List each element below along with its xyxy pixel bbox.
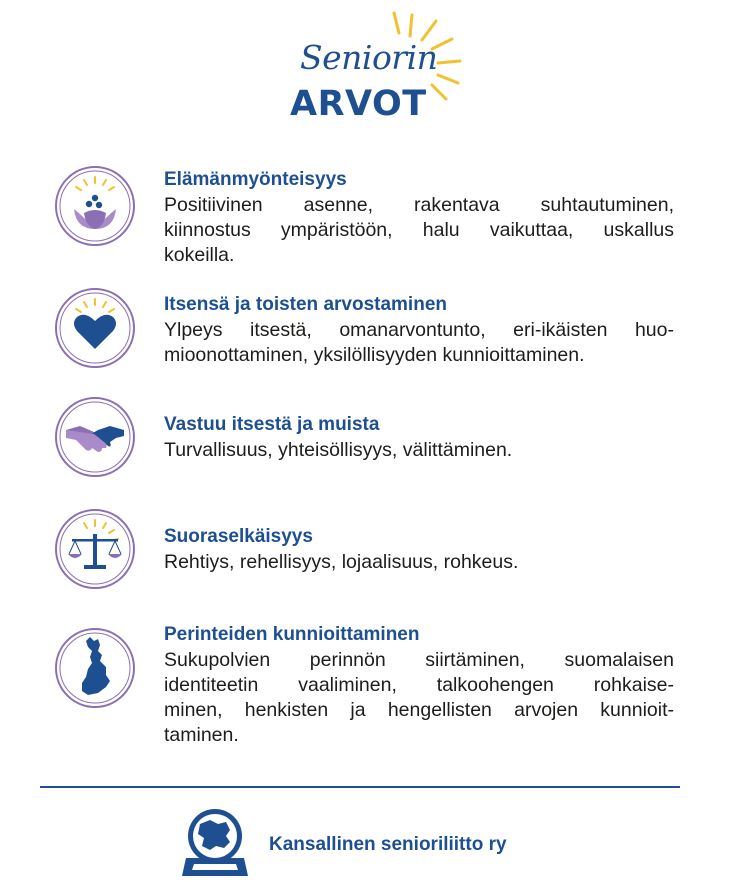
organization-lion-logo-icon (180, 806, 250, 878)
description-line: kokeilla. (164, 244, 235, 266)
value-title: Vastuu itsestä ja muista (164, 414, 380, 435)
description-line: mioonottaminen, yksilöllisyyden kunnioittaminen. (164, 344, 585, 366)
value-title: Perinteiden kunnioittaminen (164, 624, 420, 645)
description-line: taminen. (164, 724, 239, 746)
footer-divider (40, 786, 680, 788)
description-line: minen, henkisten ja hengellisten arvojen kunnioit- (164, 699, 674, 721)
value-description (164, 648, 674, 748)
value-title: Elämänmyönteisyys (164, 169, 347, 190)
value-description (164, 193, 674, 268)
value-title: Suoraselkäisyys (164, 526, 313, 547)
description-line: identiteetin vaaliminen, talkoohengen rohkaise- (164, 674, 674, 696)
description-line: Positiivinen asenne, rakentava suhtautuminen, (164, 194, 674, 216)
scales-of-justice-icon (54, 508, 136, 590)
description-line: Turvallisuus, yhteisöllisyys, välittäminen. (164, 439, 513, 461)
description-line: Ylpeys itsestä, omanarvontunto, eri-ikäisten huo- (164, 319, 674, 341)
description-line: Sukupolvien perinnön siirtäminen, suomalaisen (164, 649, 674, 671)
value-description (164, 318, 674, 368)
lotus-flower-icon (54, 165, 136, 247)
heart-icon (54, 287, 136, 369)
organization-name: Kansallinen senioriliitto ry (269, 834, 507, 855)
page-title: ARVOT (290, 84, 427, 124)
value-title: Itsensä ja toisten arvostaminen (164, 294, 447, 315)
description-line: Rehtiys, rehellisyys, lojaalisuus, rohkeus. (164, 551, 519, 573)
description-line: kiinnostus ympäristöön, halu vaikuttaa, uskallus (164, 219, 674, 241)
finland-map-icon (54, 627, 136, 709)
handshake-icon (54, 396, 136, 478)
value-description (164, 550, 674, 575)
header (0, 0, 733, 140)
value-description (164, 438, 674, 463)
header-subtitle: Seniorin (300, 38, 438, 77)
